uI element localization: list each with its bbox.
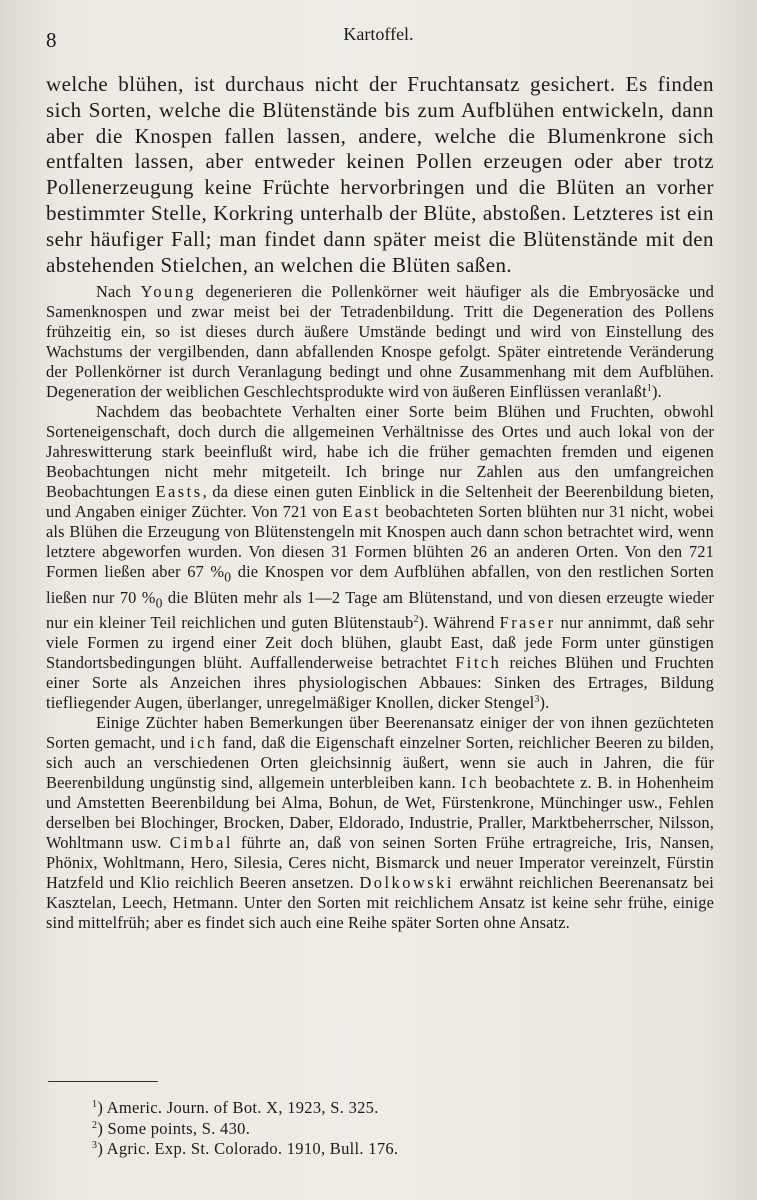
author-name-dolkowski: Dolkowski [359, 872, 454, 892]
text-run: beobachteten Sorten blühten nur 31 nicht, wobei als Blühen die Erzeugung von Blütenstengeln mit Knospen auch dann schon betrachtet wird, wenn letztere abgeworfen wurden. Von diesen 31 Formen blühten 26 an anderen Orten. Von den 721 Formen ließen aber 67 % [46, 502, 714, 582]
paragraph-zuechter [46, 713, 714, 933]
emphasis-ich: Ich [461, 772, 490, 792]
text-run: ). [539, 692, 550, 712]
text-run: erwähnt reichlichen Beerenansatz bei Kasztelan, Leech, Hetmann. Unter den Sorten mit reichlichem Ansatz ist keine sehr frühe, einige sind mittelfrüh; aber es findet sich auch eine Reihe später Sorten ohne Ansatz. [46, 872, 714, 932]
page-number: 8 [46, 28, 57, 52]
footnote-ref-2: 2 [413, 613, 419, 625]
author-name-fitch: Fitch [455, 652, 502, 672]
paragraph-young [46, 282, 714, 402]
footnote-divider [48, 1081, 158, 1082]
author-name-fraser: Fraser [499, 612, 556, 632]
text-run: fand, daß die Eigenschaft einzelner Sorten, reichlicher Beeren zu bilden, sich auch an verschiedenen Orten gleichsinnig äußert, wenn sie auch in Jahren, die für Beerenbildung ungünstig sind, allgemein unterbleiben kann. [46, 732, 714, 792]
footnote-2: $^2$) Some points, S. 430. [92, 1118, 251, 1138]
text-run: beobachtete z. B. in Hohenheim und Amstetten Beerenbildung bei Alma, Bohun, de Wet, Fürstenkrone, Münchinger usw., Fehlen derselben bei Blochinger, Brocken, Daber, Eldorado, Industrie, Praller, Marktbeherrscher, Nilsson, Wohltmann usw. [46, 772, 715, 852]
text-run: die Knospen vor dem Aufblühen abfallen, von den restlichen Sorten ließen nur 70 % [46, 562, 714, 607]
footnote-ref-3: 3 [534, 693, 540, 705]
footnote-ref-1: 1 [646, 383, 652, 395]
paragraph-east [46, 402, 714, 713]
text-run: Nach [96, 282, 141, 302]
body-text [46, 72, 714, 933]
footnotes [92, 1098, 612, 1160]
text-run: degenerieren die Pollenkörner weit häufiger als die Embryosäcke und Samenknospen und zwar meist bei der Tetradenbildung. Tritt die Degeneration des Pollens frühzeitig ein, so ist dieses durch äußere Umstände bedingt und wird von Einstellung des Wachstums der vergilbenden, dann abfallenden Knospe gefolgt. Später eintretende Veränderung der Pollenkörner ist durch Veranlagung bedingt und ohne Zusammenhang mit dem Aufblühen. Degeneration der weiblichen Geschlechtsprodukte wird von äußeren Einflüssen veranlaßt [46, 282, 714, 402]
footnote-3: $^3$) Agric. Exp. St. Colorado. 1910, Bull. 176. [92, 1139, 399, 1158]
text-run: reiches Blühen und Fruchten einer Sorte als Anzeichen ihres physiologischen Abbaues: Sinken des Ertrages, Bildung tiefliegender Augen, überlanger, unregelmäßiger Knollen, dicker Stengel [46, 652, 714, 712]
text-run: nur annimmt, daß sehr viele Formen zu irgend einer Zeit doch blühen, glaubt East, daß jede Form unter günstigen Standortsbedingungen blüht. Auffallenderweise betrachtet [46, 612, 714, 672]
text-run: Nachdem das beobachtete Verhalten einer Sorte beim Blühen und Fruchten, obwohl Sorteneigenschaft, doch durch die allgemeinen Verhältnisse des Ortes und auch lokal von der Jahreswitterung stark beeinflußt wird, habe ich die früher gemachten fremden und eigenen Beobachtungen nicht mehr mitgeteilt. Ich bringe nur Zahlen aus den umfangreichen Beobachtungen [46, 402, 714, 502]
running-head: Kartoffel. [343, 24, 414, 44]
text-run: führte an, daß von seinen Sorten Frühe ertragreiche, Iris, Nansen, Phönix, Wohltmann, Hero, Silesia, Ceres nicht, Bismarck und neuer Imperator vereinzelt, Fürstin Hatzfeld und Klio reichlich Beeren ansetzen. [46, 832, 714, 892]
intro-paragraph: welche blühen, ist durchaus nicht der Fruchtansatz gesichert. Es finden sich Sorten, welche die Blütenstände bis zum Aufblühen entwickeln, dann aber die Knospen fallen lassen, andere, welche die Blumenkrone sich entfalten lassen, aber entweder keinen Pollen erzeugen oder aber trotz Pollenerzeugung keine Früchte hervorbringen und die Blüten an vorher bestimmter Stelle, Korkring unterhalb der Blüte, abstoßen. Letzteres ist ein sehr häufiger Fall; man findet dann später meist die Blütenstände mit den abstehenden Stielchen, an welchen die Blüten saßen. [46, 72, 714, 277]
footnote-text: Some points, S. 430. [103, 1118, 251, 1138]
emphasis-ich: ich [190, 732, 218, 752]
author-name-young: Young [140, 282, 197, 302]
footnote-text: Americ. Journ. of Bot. X, 1923, S. 325. [103, 1098, 379, 1117]
text-run: ). Während [418, 612, 500, 632]
text-run: Einige Züchter haben Bemerkungen über Beerenansatz einiger der von ihnen gezüchteten Sorten gemacht, und [46, 712, 714, 752]
page-header [46, 22, 711, 52]
text-run: , da diese einen guten Einblick in die Seltenheit der Beerenbildung bieten, und Angaben einiger Züchter. Von 721 von [46, 482, 715, 522]
text-run: die Blüten mehr als 1—2 Tage am Blütenstand, und von diesen erzeugte wieder nur ein kleiner Teil reichlichen und guten Blütenstaub [46, 587, 714, 632]
permille-sub: 0 [155, 594, 163, 610]
footnote-text: Agric. Exp. St. Colorado. 1910, Bull. 176. [103, 1139, 399, 1158]
author-name-east: East [342, 502, 381, 522]
footnote-marker: 1 [92, 1099, 98, 1110]
text-run: ). [651, 382, 662, 402]
footnote-marker: 2 [92, 1119, 98, 1131]
footnote-marker: 3 [92, 1140, 98, 1151]
footnote-1: $^1$) Americ. Journ. of Bot. X, 1923, S. 325. [92, 1098, 379, 1117]
permille-sub: 0 [224, 569, 232, 585]
author-name-cimbal: Cimbal [169, 832, 233, 852]
author-name-easts: Easts [155, 482, 203, 502]
